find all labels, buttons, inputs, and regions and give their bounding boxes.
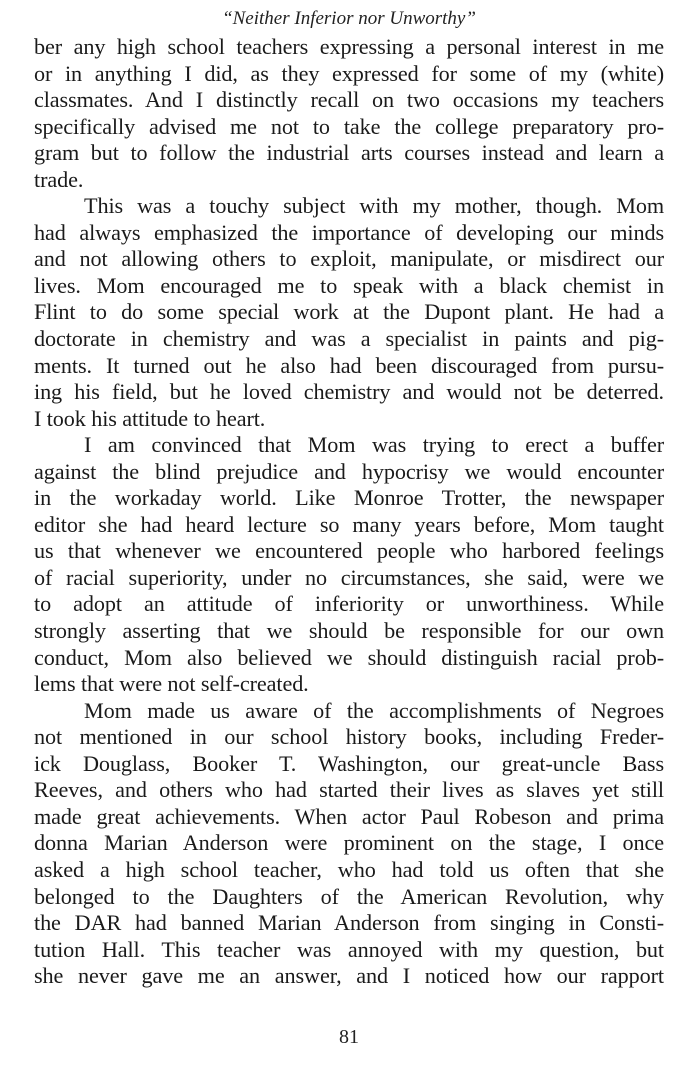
text-line: ing his field, but he loved chemistry and would not be deterred. (34, 379, 664, 405)
text-line: lives. Mom encouraged me to speak with a black chemist in (34, 272, 664, 298)
text-line: made great achievements. When actor Paul Robeson and prima (34, 803, 664, 829)
paragraph (34, 34, 664, 193)
text-line: belonged to the Daughters of the American Revolution, why (34, 883, 664, 909)
text-line: trade. (34, 166, 84, 192)
text-line: tution Hall. This teacher was annoyed with my question, but (34, 936, 664, 962)
text-line: the DAR had banned Marian Anderson from singing in Consti- (34, 910, 664, 936)
text-line: to adopt an attitude of inferiority or unworthiness. While (34, 591, 664, 617)
text-line: Mom made us aware of the accomplishments of Negroes (84, 697, 664, 723)
text-line: against the blind prejudice and hypocrisy we would encounter (34, 458, 664, 484)
text-line: donna Marian Anderson were prominent on the stage, I once (34, 830, 664, 856)
paragraph (34, 432, 664, 697)
text-line: ber any high school teachers expressing a personal interest in me (34, 34, 664, 59)
text-line: and not allowing others to exploit, manipulate, or misdirect our (34, 246, 664, 272)
page-number: 81 (339, 1026, 359, 1048)
body-text (34, 34, 664, 990)
paragraph (34, 698, 664, 990)
text-line: of racial superiority, under no circumstances, she said, were we (34, 564, 664, 590)
text-line: Flint to do some special work at the Dupont plant. He had a (34, 299, 664, 325)
text-line: us that whenever we encountered people who harbored feelings (34, 538, 664, 564)
text-line: ick Douglass, Booker T. Washington, our great-uncle Bass (34, 750, 664, 776)
running-head: “Neither Inferior nor Unworthy” (222, 8, 476, 29)
paragraph (34, 193, 664, 432)
text-line: lems that were not self-created. (34, 671, 309, 697)
text-line: specifically advised me not to take the college preparatory pro- (34, 113, 664, 139)
text-line: she never gave me an answer, and I noticed how our rapport (34, 963, 664, 989)
text-line: I took his attitude to heart. (34, 405, 266, 431)
text-line: classmates. And I distinctly recall on two occasions my teachers (34, 87, 664, 113)
text-line: asked a high school teacher, who had told us often that she (34, 856, 664, 882)
text-line: gram but to follow the industrial arts courses instead and learn a (34, 140, 664, 166)
text-line: had always emphasized the importance of developing our minds (34, 219, 664, 245)
text-line: This was a touchy subject with my mother, though. Mom (84, 193, 664, 219)
text-line: not mentioned in our school history books, including Freder- (34, 724, 664, 750)
text-line: ments. It turned out he also had been discouraged from pursu- (34, 352, 664, 378)
text-line: conduct, Mom also believed we should distinguish racial prob- (34, 644, 664, 670)
text-line: Reeves, and others who had started their lives as slaves yet still (34, 777, 664, 803)
text-line: strongly asserting that we should be responsible for our own (34, 618, 664, 644)
text-line: in the workaday world. Like Monroe Trotter, the newspaper (34, 485, 664, 511)
text-line: doctorate in chemistry and was a specialist in paints and pig- (34, 326, 664, 352)
text-line: editor she had heard lecture so many years before, Mom taught (34, 511, 664, 537)
text-line: or in anything I did, as they expressed for some of my (white) (34, 60, 664, 86)
text-line: I am convinced that Mom was trying to erect a buffer (84, 432, 664, 458)
